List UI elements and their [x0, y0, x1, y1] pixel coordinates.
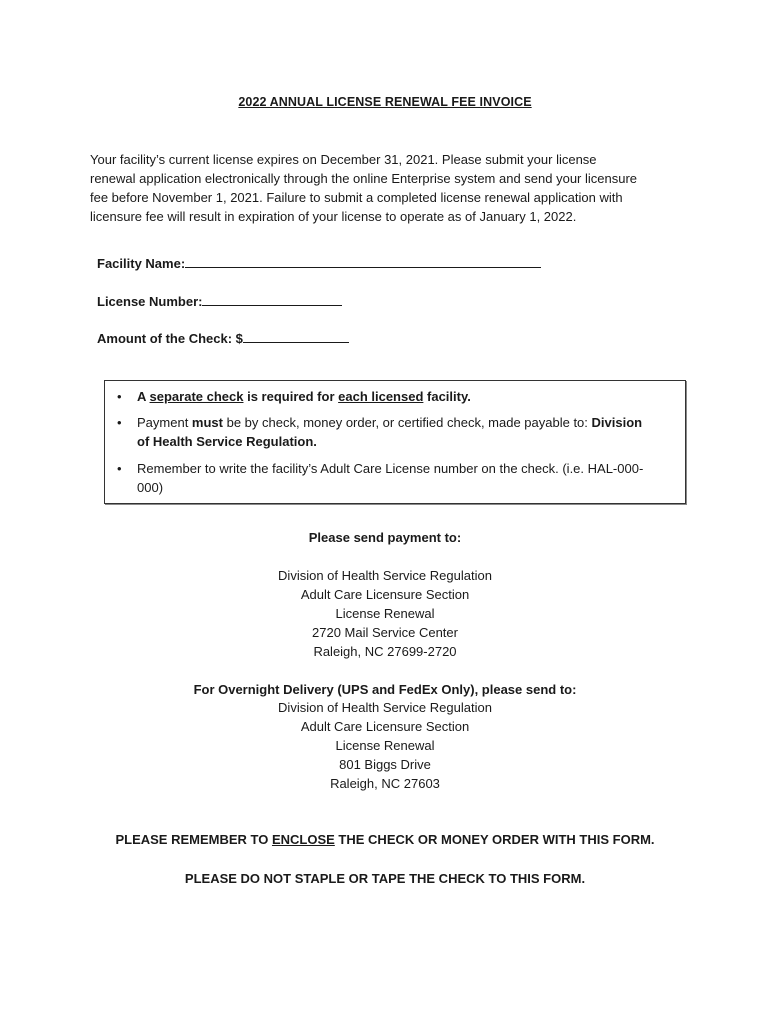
- overnight-address: [0, 698, 770, 793]
- address-line: License Renewal: [335, 606, 435, 621]
- page-title: 2022 ANNUAL LICENSE RENEWAL FEE INVOICE: [238, 95, 532, 109]
- address-line: 2720 Mail Service Center: [312, 625, 458, 640]
- intro-line: renewal application electronically through the online Enterprise system and send your licensure: [90, 171, 638, 186]
- intro-line: fee before November 1, 2021. Failure to submit a completed license renewal application with: [90, 190, 623, 205]
- address-line: Adult Care Licensure Section: [300, 719, 470, 734]
- note-text: Payment must be by check, money order, or certified check, made payable to: Division of Health Service Regulation.: [137, 415, 643, 449]
- check-amount-label: Amount of the Check: $: [97, 331, 243, 346]
- license-number-field: [97, 293, 342, 309]
- staple-reminder: PLEASE DO NOT STAPLE OR TAPE THE CHECK TO THIS FORM.: [184, 871, 586, 886]
- license-number-label: License Number:: [97, 294, 203, 309]
- intro-paragraph: [90, 150, 690, 226]
- address-line: Raleigh, NC 27699-2720: [313, 644, 457, 659]
- bullet-icon: •: [117, 389, 122, 404]
- bullet-icon: •: [117, 461, 122, 476]
- note-text: Remember to write the facility’s Adult Care License number on the check. (i.e. HAL-000- 000): [137, 461, 644, 495]
- payment-address: [0, 566, 770, 661]
- intro-line: Your facility’s current license expires on December 31, 2021. Please submit your license: [90, 152, 597, 167]
- payment-header: Please send payment to:: [308, 530, 462, 545]
- facility-name-field: [97, 255, 541, 271]
- address-line: Adult Care Licensure Section: [300, 587, 470, 602]
- address-line: 801 Biggs Drive: [339, 757, 431, 772]
- check-amount-blank[interactable]: [243, 330, 349, 343]
- license-number-blank[interactable]: [202, 293, 342, 306]
- facility-name-blank[interactable]: [185, 255, 541, 268]
- intro-line: licensure fee will result in expiration of your license to operate as of January 1, 2022.: [90, 209, 577, 224]
- payment-notes-box: [104, 380, 686, 504]
- overnight-header: For Overnight Delivery (UPS and FedEx Only), please send to:: [193, 682, 577, 697]
- address-line: License Renewal: [335, 738, 435, 753]
- bullet-icon: •: [117, 415, 122, 430]
- address-line: Division of Health Service Regulation: [278, 568, 492, 583]
- check-amount-field: [97, 330, 349, 346]
- enclose-reminder: PLEASE REMEMBER TO ENCLOSE THE CHECK OR MONEY ORDER WITH THIS FORM.: [115, 832, 655, 847]
- address-line: Raleigh, NC 27603: [330, 776, 440, 791]
- facility-name-label: Facility Name:: [97, 256, 186, 271]
- address-line: Division of Health Service Regulation: [278, 700, 492, 715]
- note-text: A separate check is required for each licensed facility.: [137, 389, 471, 404]
